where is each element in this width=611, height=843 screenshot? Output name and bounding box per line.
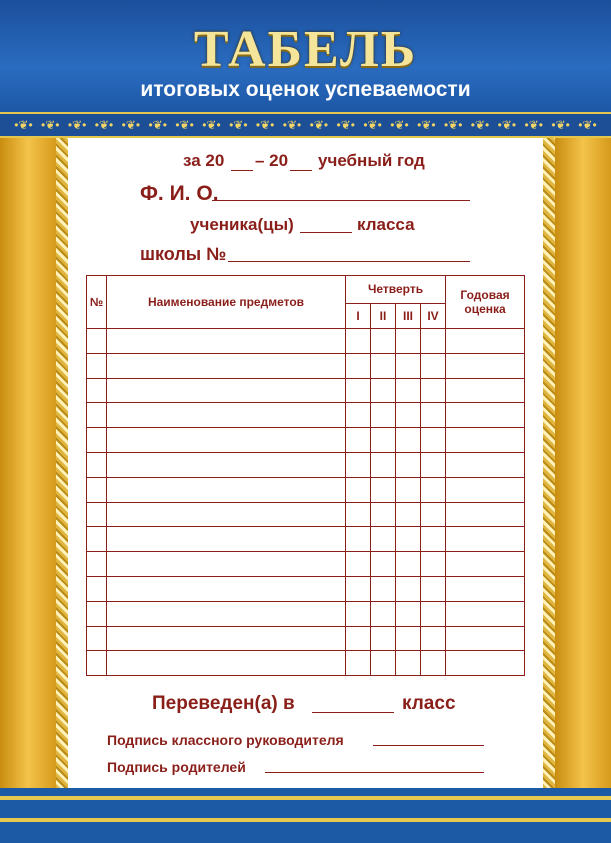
table-row <box>87 477 525 502</box>
table-cell[interactable] <box>396 576 421 601</box>
table-cell[interactable] <box>371 329 396 354</box>
table-cell[interactable] <box>371 502 396 527</box>
ornament-icon: •❦• <box>417 118 436 132</box>
ornament-icon: •❦• <box>229 118 248 132</box>
table-row <box>87 403 525 428</box>
table-cell[interactable] <box>371 601 396 626</box>
ornament-icon: •❦• <box>578 118 597 132</box>
subject-header: Наименование предметов <box>107 276 346 329</box>
table-cell[interactable] <box>87 353 107 378</box>
table-cell[interactable] <box>87 651 107 676</box>
table-row <box>87 527 525 552</box>
quarter-header: Четверть <box>346 276 446 304</box>
right-rope-border <box>543 138 555 788</box>
class-label: класса <box>357 215 415 234</box>
table-cell[interactable] <box>107 601 346 626</box>
table-cell[interactable] <box>107 452 346 477</box>
table-cell[interactable] <box>107 477 346 502</box>
table-cell[interactable] <box>421 576 446 601</box>
table-cell[interactable] <box>107 576 346 601</box>
table-cell[interactable] <box>396 502 421 527</box>
table-row <box>87 428 525 453</box>
quarter-4-header: IV <box>421 303 446 328</box>
table-cell[interactable] <box>371 651 396 676</box>
table-cell[interactable] <box>371 452 396 477</box>
table-cell[interactable] <box>396 428 421 453</box>
ornament-band <box>0 112 611 138</box>
table-cell[interactable] <box>107 552 346 577</box>
table-cell[interactable] <box>446 353 525 378</box>
table-cell[interactable] <box>421 452 446 477</box>
table-cell[interactable] <box>396 601 421 626</box>
ornament-icon: •❦• <box>524 118 543 132</box>
table-cell[interactable] <box>371 527 396 552</box>
year-mid: – 20 <box>255 151 289 170</box>
table-cell[interactable] <box>446 477 525 502</box>
table-cell[interactable] <box>371 477 396 502</box>
table-cell[interactable] <box>87 428 107 453</box>
table-cell[interactable] <box>446 403 525 428</box>
class-field[interactable] <box>300 232 352 233</box>
table-cell[interactable] <box>421 527 446 552</box>
table-cell[interactable] <box>346 651 371 676</box>
table-cell[interactable] <box>107 527 346 552</box>
table-cell[interactable] <box>87 403 107 428</box>
table-cell[interactable] <box>346 477 371 502</box>
table-cell[interactable] <box>87 576 107 601</box>
table-cell[interactable] <box>371 353 396 378</box>
table-cell[interactable] <box>346 329 371 354</box>
ornament-icon: •❦• <box>202 118 221 132</box>
left-gold-panel <box>0 138 56 788</box>
school-label: школы № <box>140 244 227 264</box>
table-cell[interactable] <box>107 378 346 403</box>
transfer-suffix: класс <box>402 693 456 714</box>
parent-sign-label: Подпись родителей <box>107 759 246 775</box>
table-cell[interactable] <box>421 651 446 676</box>
table-cell[interactable] <box>396 403 421 428</box>
table-row <box>87 502 525 527</box>
table-cell[interactable] <box>87 329 107 354</box>
table-cell[interactable] <box>87 378 107 403</box>
table-cell[interactable] <box>396 378 421 403</box>
school-field[interactable] <box>228 261 470 262</box>
table-cell[interactable] <box>396 353 421 378</box>
ornament-icon: •❦• <box>363 118 382 132</box>
table-row <box>87 601 525 626</box>
ornament-icon: •❦• <box>67 118 87 132</box>
table-cell[interactable] <box>346 527 371 552</box>
right-gold-panel <box>555 138 611 788</box>
teacher-sign-label: Подпись классного руководителя <box>107 732 344 748</box>
table-cell[interactable] <box>446 428 525 453</box>
fio-label: Ф. И. О. <box>140 182 219 205</box>
table-cell[interactable] <box>421 428 446 453</box>
table-cell[interactable] <box>396 452 421 477</box>
table-cell[interactable] <box>421 329 446 354</box>
table-cell[interactable] <box>346 428 371 453</box>
table-row <box>87 651 525 676</box>
table-cell[interactable] <box>107 428 346 453</box>
ornament-icon: •❦• <box>336 118 355 132</box>
table-cell[interactable] <box>346 502 371 527</box>
table-cell[interactable] <box>346 403 371 428</box>
table-row <box>87 353 525 378</box>
table-cell[interactable] <box>346 353 371 378</box>
table-cell[interactable] <box>421 601 446 626</box>
table-cell[interactable] <box>446 378 525 403</box>
table-cell[interactable] <box>421 378 446 403</box>
ornament-icon: •❦• <box>94 118 114 132</box>
table-cell[interactable] <box>421 477 446 502</box>
table-row <box>87 576 525 601</box>
table-cell[interactable] <box>371 378 396 403</box>
ornament-icon: •❦• <box>551 118 570 132</box>
table-cell[interactable] <box>87 552 107 577</box>
table-cell[interactable] <box>346 601 371 626</box>
table-cell[interactable] <box>107 329 346 354</box>
ornament-icon: •❦• <box>443 118 463 132</box>
ornament-icon: •❦• <box>41 118 60 132</box>
table-cell[interactable] <box>396 477 421 502</box>
table-cell[interactable] <box>346 378 371 403</box>
parent-sign-field[interactable] <box>265 772 484 773</box>
table-cell[interactable] <box>87 502 107 527</box>
table-row <box>87 626 525 651</box>
table-row <box>87 329 525 354</box>
table-cell[interactable] <box>371 626 396 651</box>
table-cell[interactable] <box>446 651 525 676</box>
year-suffix: учебный год <box>318 151 425 170</box>
ornament-icon: •❦• <box>282 118 302 132</box>
table-cell[interactable] <box>87 601 107 626</box>
table-cell[interactable] <box>346 552 371 577</box>
left-rope-border <box>56 138 68 788</box>
table-row <box>87 452 525 477</box>
ornament-icon: •❦• <box>497 118 517 132</box>
bottom-stripe-1 <box>0 796 611 800</box>
year-prefix: за 20 <box>183 151 225 170</box>
table-cell[interactable] <box>371 403 396 428</box>
ornament-icon: •❦• <box>148 118 167 132</box>
table-cell[interactable] <box>346 626 371 651</box>
year-end-field[interactable] <box>290 170 312 171</box>
table-cell[interactable] <box>396 651 421 676</box>
table-cell[interactable] <box>421 552 446 577</box>
table-cell[interactable] <box>446 329 525 354</box>
num-header: № <box>87 276 107 329</box>
table-cell[interactable] <box>87 527 107 552</box>
page-title: ТАБЕЛЬ <box>193 21 418 78</box>
table-cell[interactable] <box>446 452 525 477</box>
page-subtitle: итоговых оценок успеваемости <box>140 78 471 101</box>
quarter-2-header: II <box>371 303 396 328</box>
table-cell[interactable] <box>446 626 525 651</box>
ornament-icon: •❦• <box>309 118 329 132</box>
ornament-icon: •❦• <box>390 118 409 132</box>
year-start-field[interactable] <box>231 170 253 171</box>
table-cell[interactable] <box>346 452 371 477</box>
ornament-icon: •❦• <box>175 118 194 132</box>
quarter-3-header: III <box>396 303 421 328</box>
table-cell[interactable] <box>396 329 421 354</box>
ornament-icon: •❦• <box>14 118 33 132</box>
table-cell[interactable] <box>371 428 396 453</box>
transfer-class-field[interactable] <box>312 712 394 713</box>
table-cell[interactable] <box>87 626 107 651</box>
table-cell[interactable] <box>107 651 346 676</box>
bottom-stripe-2 <box>0 818 611 822</box>
table-cell[interactable] <box>371 576 396 601</box>
table-row <box>87 378 525 403</box>
table-cell[interactable] <box>396 626 421 651</box>
table-cell[interactable] <box>87 477 107 502</box>
table-cell[interactable] <box>371 552 396 577</box>
table-cell[interactable] <box>107 502 346 527</box>
table-cell[interactable] <box>107 626 346 651</box>
table-cell[interactable] <box>87 452 107 477</box>
transfer-label: Переведен(а) в <box>152 693 295 714</box>
ornament-icon: •❦• <box>255 118 275 132</box>
teacher-sign-field[interactable] <box>373 745 484 746</box>
table-cell[interactable] <box>421 626 446 651</box>
table-cell[interactable] <box>107 403 346 428</box>
table-cell[interactable] <box>396 552 421 577</box>
ornament-icon: •❦• <box>121 118 141 132</box>
table-cell[interactable] <box>446 552 525 577</box>
table-cell[interactable] <box>421 403 446 428</box>
table-cell[interactable] <box>421 353 446 378</box>
table-cell[interactable] <box>107 353 346 378</box>
table-cell[interactable] <box>446 601 525 626</box>
ornament-icon: •❦• <box>470 118 490 132</box>
table-cell[interactable] <box>396 527 421 552</box>
student-label: ученика(цы) <box>190 215 294 234</box>
table-cell[interactable] <box>421 502 446 527</box>
grades-table <box>86 275 525 676</box>
table-cell[interactable] <box>446 576 525 601</box>
fio-field[interactable] <box>212 200 470 201</box>
quarter-1-header: I <box>346 303 371 328</box>
table-cell[interactable] <box>346 576 371 601</box>
table-cell[interactable] <box>446 527 525 552</box>
table-cell[interactable] <box>446 502 525 527</box>
table-row <box>87 552 525 577</box>
annual-header: Годовая оценка <box>446 276 525 329</box>
